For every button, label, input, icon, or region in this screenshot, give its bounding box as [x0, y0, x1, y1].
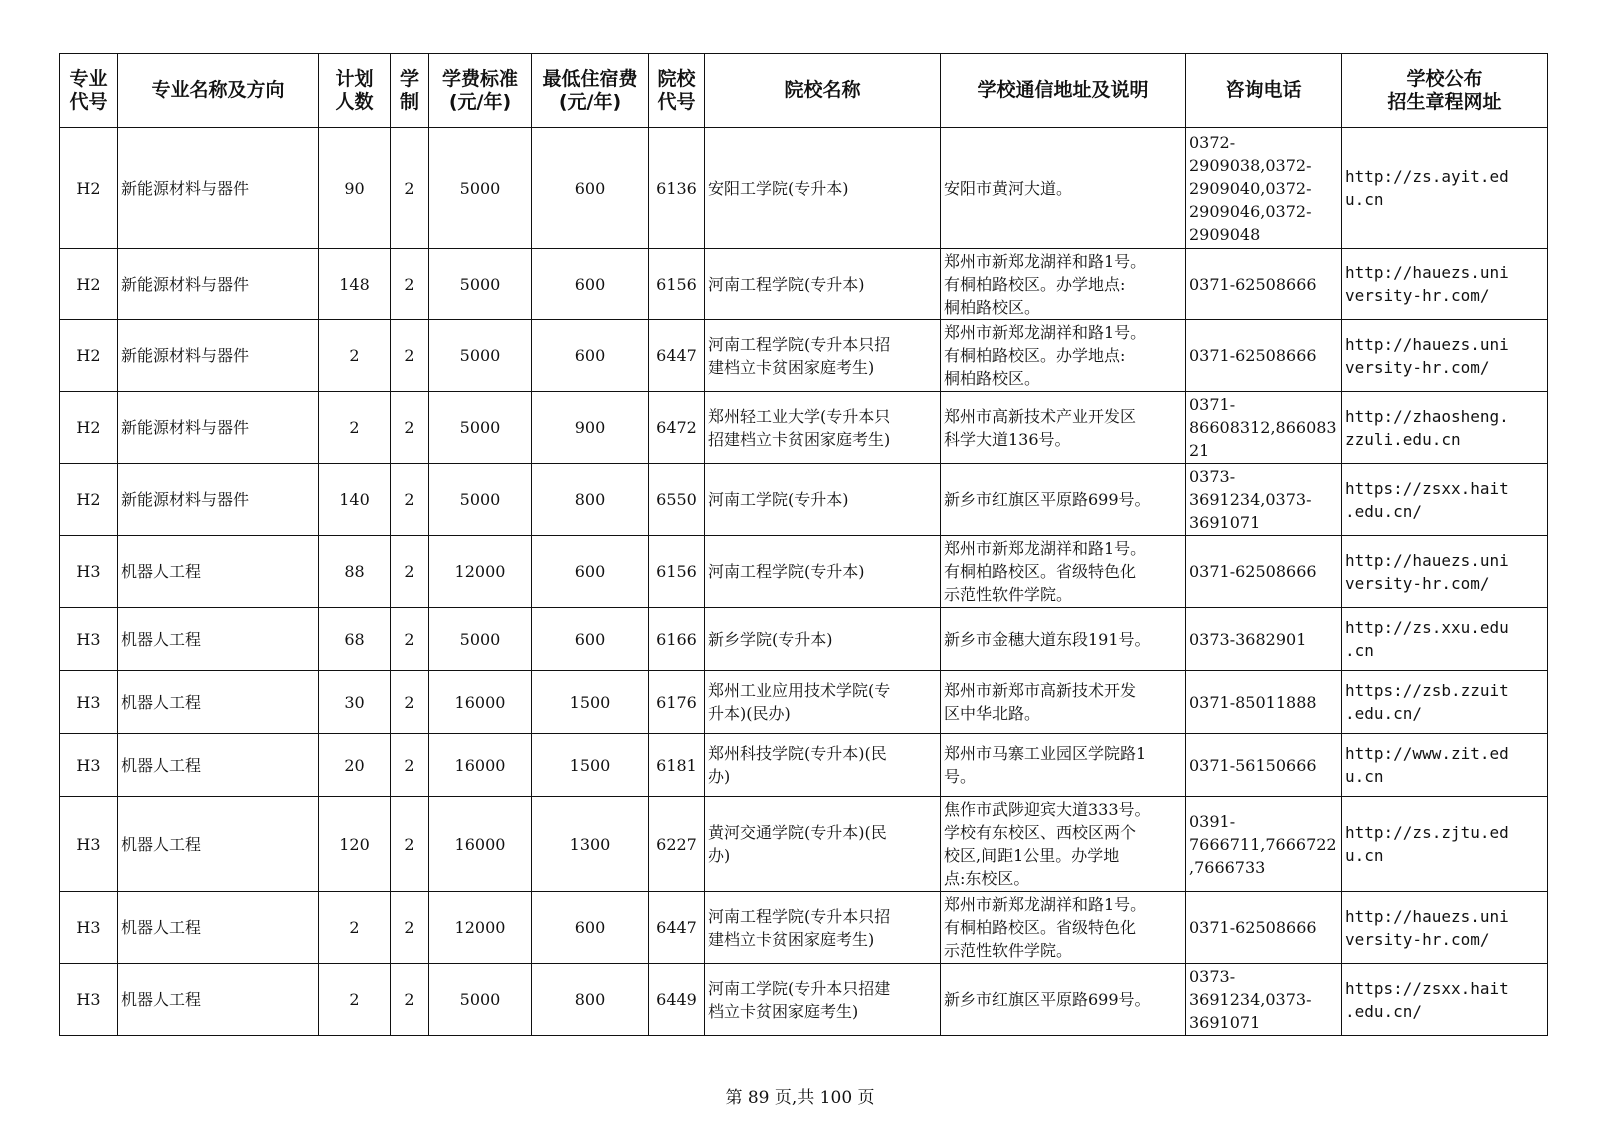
cell-major-name: 机器人工程: [118, 536, 319, 608]
table-row: [60, 249, 1548, 320]
cell-charter-url: https://zsb.zzuit .edu.cn/: [1342, 671, 1548, 734]
cell-min-accommodation: 1300: [532, 797, 649, 892]
cell-duration: 2: [391, 128, 429, 249]
cell-plan-count: 2: [319, 892, 391, 964]
cell-major-code: H3: [60, 964, 118, 1036]
cell-plan-count: 90: [319, 128, 391, 249]
cell-plan-count: 140: [319, 464, 391, 536]
cell-charter-url: http://hauezs.uni versity-hr.com/: [1342, 320, 1548, 392]
cell-school-address: 新乡市金穗大道东段191号。: [941, 608, 1186, 671]
cell-duration: 2: [391, 892, 429, 964]
table-row: [60, 536, 1548, 608]
cell-min-accommodation: 900: [532, 392, 649, 464]
cell-phone: 0371-62508666: [1186, 536, 1342, 608]
cell-school-address: 郑州市马寨工业园区学院路1 号。: [941, 734, 1186, 797]
table-row: [60, 671, 1548, 734]
cell-school-name: 河南工学院(专升本): [705, 464, 941, 536]
cell-major-name: 新能源材料与器件: [118, 249, 319, 320]
cell-min-accommodation: 600: [532, 320, 649, 392]
cell-duration: 2: [391, 392, 429, 464]
table-row: [60, 892, 1548, 964]
cell-charter-url: http://hauezs.uni versity-hr.com/: [1342, 892, 1548, 964]
cell-plan-count: 2: [319, 392, 391, 464]
header-school-name: 院校名称: [705, 54, 941, 128]
cell-tuition: 5000: [429, 249, 532, 320]
cell-phone: 0373- 3691234,0373- 3691071: [1186, 464, 1342, 536]
cell-tuition: 16000: [429, 797, 532, 892]
cell-major-name: 机器人工程: [118, 608, 319, 671]
cell-duration: 2: [391, 734, 429, 797]
table-row: [60, 797, 1548, 892]
cell-school-address: 郑州市新郑龙湖祥和路1号。 有桐柏路校区。省级特色化 示范性软件学院。: [941, 892, 1186, 964]
cell-school-name: 安阳工学院(专升本): [705, 128, 941, 249]
header-tuition: 学费标准 (元/年): [429, 54, 532, 128]
cell-school-code: 6227: [649, 797, 705, 892]
cell-school-address: 新乡市红旗区平原路699号。: [941, 464, 1186, 536]
cell-tuition: 12000: [429, 536, 532, 608]
cell-charter-url: http://zs.xxu.edu .cn: [1342, 608, 1548, 671]
cell-phone: 0371-56150666: [1186, 734, 1342, 797]
cell-min-accommodation: 600: [532, 536, 649, 608]
cell-major-name: 机器人工程: [118, 892, 319, 964]
table-row: [60, 734, 1548, 797]
cell-phone: 0371- 86608312,866083 21: [1186, 392, 1342, 464]
cell-major-name: 新能源材料与器件: [118, 392, 319, 464]
cell-school-code: 6472: [649, 392, 705, 464]
cell-tuition: 12000: [429, 892, 532, 964]
cell-major-code: H2: [60, 320, 118, 392]
table-row: [60, 464, 1548, 536]
cell-major-name: 机器人工程: [118, 964, 319, 1036]
cell-school-code: 6176: [649, 671, 705, 734]
cell-tuition: 5000: [429, 392, 532, 464]
header-school-code: 院校 代号: [649, 54, 705, 128]
cell-phone: 0373-3682901: [1186, 608, 1342, 671]
cell-min-accommodation: 600: [532, 892, 649, 964]
cell-phone: 0373- 3691234,0373- 3691071: [1186, 964, 1342, 1036]
cell-phone: 0371-62508666: [1186, 320, 1342, 392]
page-footer: 第 89 页,共 100 页: [725, 1088, 875, 1108]
cell-school-code: 6447: [649, 320, 705, 392]
cell-school-name: 河南工程学院(专升本): [705, 249, 941, 320]
cell-major-name: 机器人工程: [118, 734, 319, 797]
table-body: [60, 128, 1548, 1036]
cell-duration: 2: [391, 464, 429, 536]
cell-min-accommodation: 1500: [532, 734, 649, 797]
cell-charter-url: https://zsxx.hait .edu.cn/: [1342, 464, 1548, 536]
cell-min-accommodation: 800: [532, 964, 649, 1036]
cell-min-accommodation: 600: [532, 128, 649, 249]
cell-duration: 2: [391, 964, 429, 1036]
cell-duration: 2: [391, 671, 429, 734]
admissions-table: [59, 53, 1548, 1036]
cell-major-code: H3: [60, 671, 118, 734]
cell-duration: 2: [391, 536, 429, 608]
cell-duration: 2: [391, 320, 429, 392]
header-school-address: 学校通信地址及说明: [941, 54, 1186, 128]
cell-plan-count: 88: [319, 536, 391, 608]
cell-charter-url: http://hauezs.uni versity-hr.com/: [1342, 536, 1548, 608]
cell-duration: 2: [391, 608, 429, 671]
cell-plan-count: 120: [319, 797, 391, 892]
table-row: [60, 128, 1548, 249]
header-major-code: 专业 代号: [60, 54, 118, 128]
cell-school-address: 郑州市新郑龙湖祥和路1号。 有桐柏路校区。办学地点: 桐柏路校区。: [941, 320, 1186, 392]
cell-charter-url: http://www.zit.ed u.cn: [1342, 734, 1548, 797]
cell-tuition: 16000: [429, 734, 532, 797]
cell-major-name: 新能源材料与器件: [118, 128, 319, 249]
cell-major-name: 新能源材料与器件: [118, 320, 319, 392]
cell-charter-url: https://zsxx.hait .edu.cn/: [1342, 964, 1548, 1036]
cell-school-name: 河南工程学院(专升本只招 建档立卡贫困家庭考生): [705, 320, 941, 392]
header-duration: 学 制: [391, 54, 429, 128]
cell-school-name: 新乡学院(专升本): [705, 608, 941, 671]
cell-school-name: 河南工学院(专升本只招建 档立卡贫困家庭考生): [705, 964, 941, 1036]
cell-phone: 0391- 7666711,7666722 ,7666733: [1186, 797, 1342, 892]
cell-phone: 0371-85011888: [1186, 671, 1342, 734]
cell-plan-count: 2: [319, 964, 391, 1036]
cell-charter-url: http://hauezs.uni versity-hr.com/: [1342, 249, 1548, 320]
cell-major-code: H2: [60, 128, 118, 249]
cell-school-code: 6181: [649, 734, 705, 797]
cell-plan-count: 2: [319, 320, 391, 392]
cell-tuition: 5000: [429, 320, 532, 392]
cell-school-address: 安阳市黄河大道。: [941, 128, 1186, 249]
header-phone: 咨询电话: [1186, 54, 1342, 128]
cell-school-name: 郑州工业应用技术学院(专 升本)(民办): [705, 671, 941, 734]
cell-school-address: 郑州市新郑龙湖祥和路1号。 有桐柏路校区。省级特色化 示范性软件学院。: [941, 536, 1186, 608]
cell-school-name: 河南工程学院(专升本只招 建档立卡贫困家庭考生): [705, 892, 941, 964]
cell-charter-url: http://zs.ayit.ed u.cn: [1342, 128, 1548, 249]
cell-charter-url: http://zs.zjtu.ed u.cn: [1342, 797, 1548, 892]
table-row: [60, 320, 1548, 392]
cell-major-code: H3: [60, 892, 118, 964]
cell-phone: 0372- 2909038,0372- 2909040,0372- 2909046,0372- 2909048: [1186, 128, 1342, 249]
cell-plan-count: 20: [319, 734, 391, 797]
cell-phone: 0371-62508666: [1186, 249, 1342, 320]
cell-duration: 2: [391, 797, 429, 892]
table-row: [60, 964, 1548, 1036]
cell-school-name: 郑州科技学院(专升本)(民 办): [705, 734, 941, 797]
cell-duration: 2: [391, 249, 429, 320]
table-row: [60, 608, 1548, 671]
cell-school-name: 郑州轻工业大学(专升本只 招建档立卡贫困家庭考生): [705, 392, 941, 464]
cell-school-address: 郑州市新郑龙湖祥和路1号。 有桐柏路校区。办学地点: 桐柏路校区。: [941, 249, 1186, 320]
cell-major-name: 机器人工程: [118, 671, 319, 734]
cell-min-accommodation: 600: [532, 608, 649, 671]
cell-major-code: H3: [60, 608, 118, 671]
cell-major-code: H3: [60, 536, 118, 608]
cell-plan-count: 68: [319, 608, 391, 671]
cell-school-code: 6447: [649, 892, 705, 964]
cell-major-code: H2: [60, 392, 118, 464]
header-major-name: 专业名称及方向: [118, 54, 319, 128]
cell-school-code: 6136: [649, 128, 705, 249]
cell-school-address: 郑州市高新技术产业开发区 科学大道136号。: [941, 392, 1186, 464]
cell-school-address: 焦作市武陟迎宾大道333号。 学校有东校区、西校区两个 校区,间距1公里。办学地 点:东校区。: [941, 797, 1186, 892]
cell-major-code: H3: [60, 797, 118, 892]
cell-school-code: 6166: [649, 608, 705, 671]
cell-plan-count: 148: [319, 249, 391, 320]
cell-school-code: 6156: [649, 536, 705, 608]
cell-school-name: 黄河交通学院(专升本)(民 办): [705, 797, 941, 892]
cell-tuition: 16000: [429, 671, 532, 734]
cell-school-code: 6550: [649, 464, 705, 536]
header-row: [60, 54, 1548, 128]
cell-tuition: 5000: [429, 964, 532, 1036]
cell-charter-url: http://zhaosheng. zzuli.edu.cn: [1342, 392, 1548, 464]
cell-min-accommodation: 800: [532, 464, 649, 536]
cell-major-code: H2: [60, 249, 118, 320]
header-charter-url: 学校公布 招生章程网址: [1342, 54, 1548, 128]
cell-min-accommodation: 600: [532, 249, 649, 320]
cell-major-code: H3: [60, 734, 118, 797]
header-min-accommodation: 最低住宿费 (元/年): [532, 54, 649, 128]
cell-min-accommodation: 1500: [532, 671, 649, 734]
cell-major-name: 机器人工程: [118, 797, 319, 892]
table-row: [60, 392, 1548, 464]
cell-school-code: 6449: [649, 964, 705, 1036]
cell-school-address: 新乡市红旗区平原路699号。: [941, 964, 1186, 1036]
cell-major-code: H2: [60, 464, 118, 536]
cell-phone: 0371-62508666: [1186, 892, 1342, 964]
cell-school-address: 郑州市新郑市高新技术开发 区中华北路。: [941, 671, 1186, 734]
cell-plan-count: 30: [319, 671, 391, 734]
cell-major-name: 新能源材料与器件: [118, 464, 319, 536]
cell-tuition: 5000: [429, 464, 532, 536]
cell-school-code: 6156: [649, 249, 705, 320]
cell-school-name: 河南工程学院(专升本): [705, 536, 941, 608]
cell-tuition: 5000: [429, 608, 532, 671]
cell-tuition: 5000: [429, 128, 532, 249]
header-plan-count: 计划 人数: [319, 54, 391, 128]
